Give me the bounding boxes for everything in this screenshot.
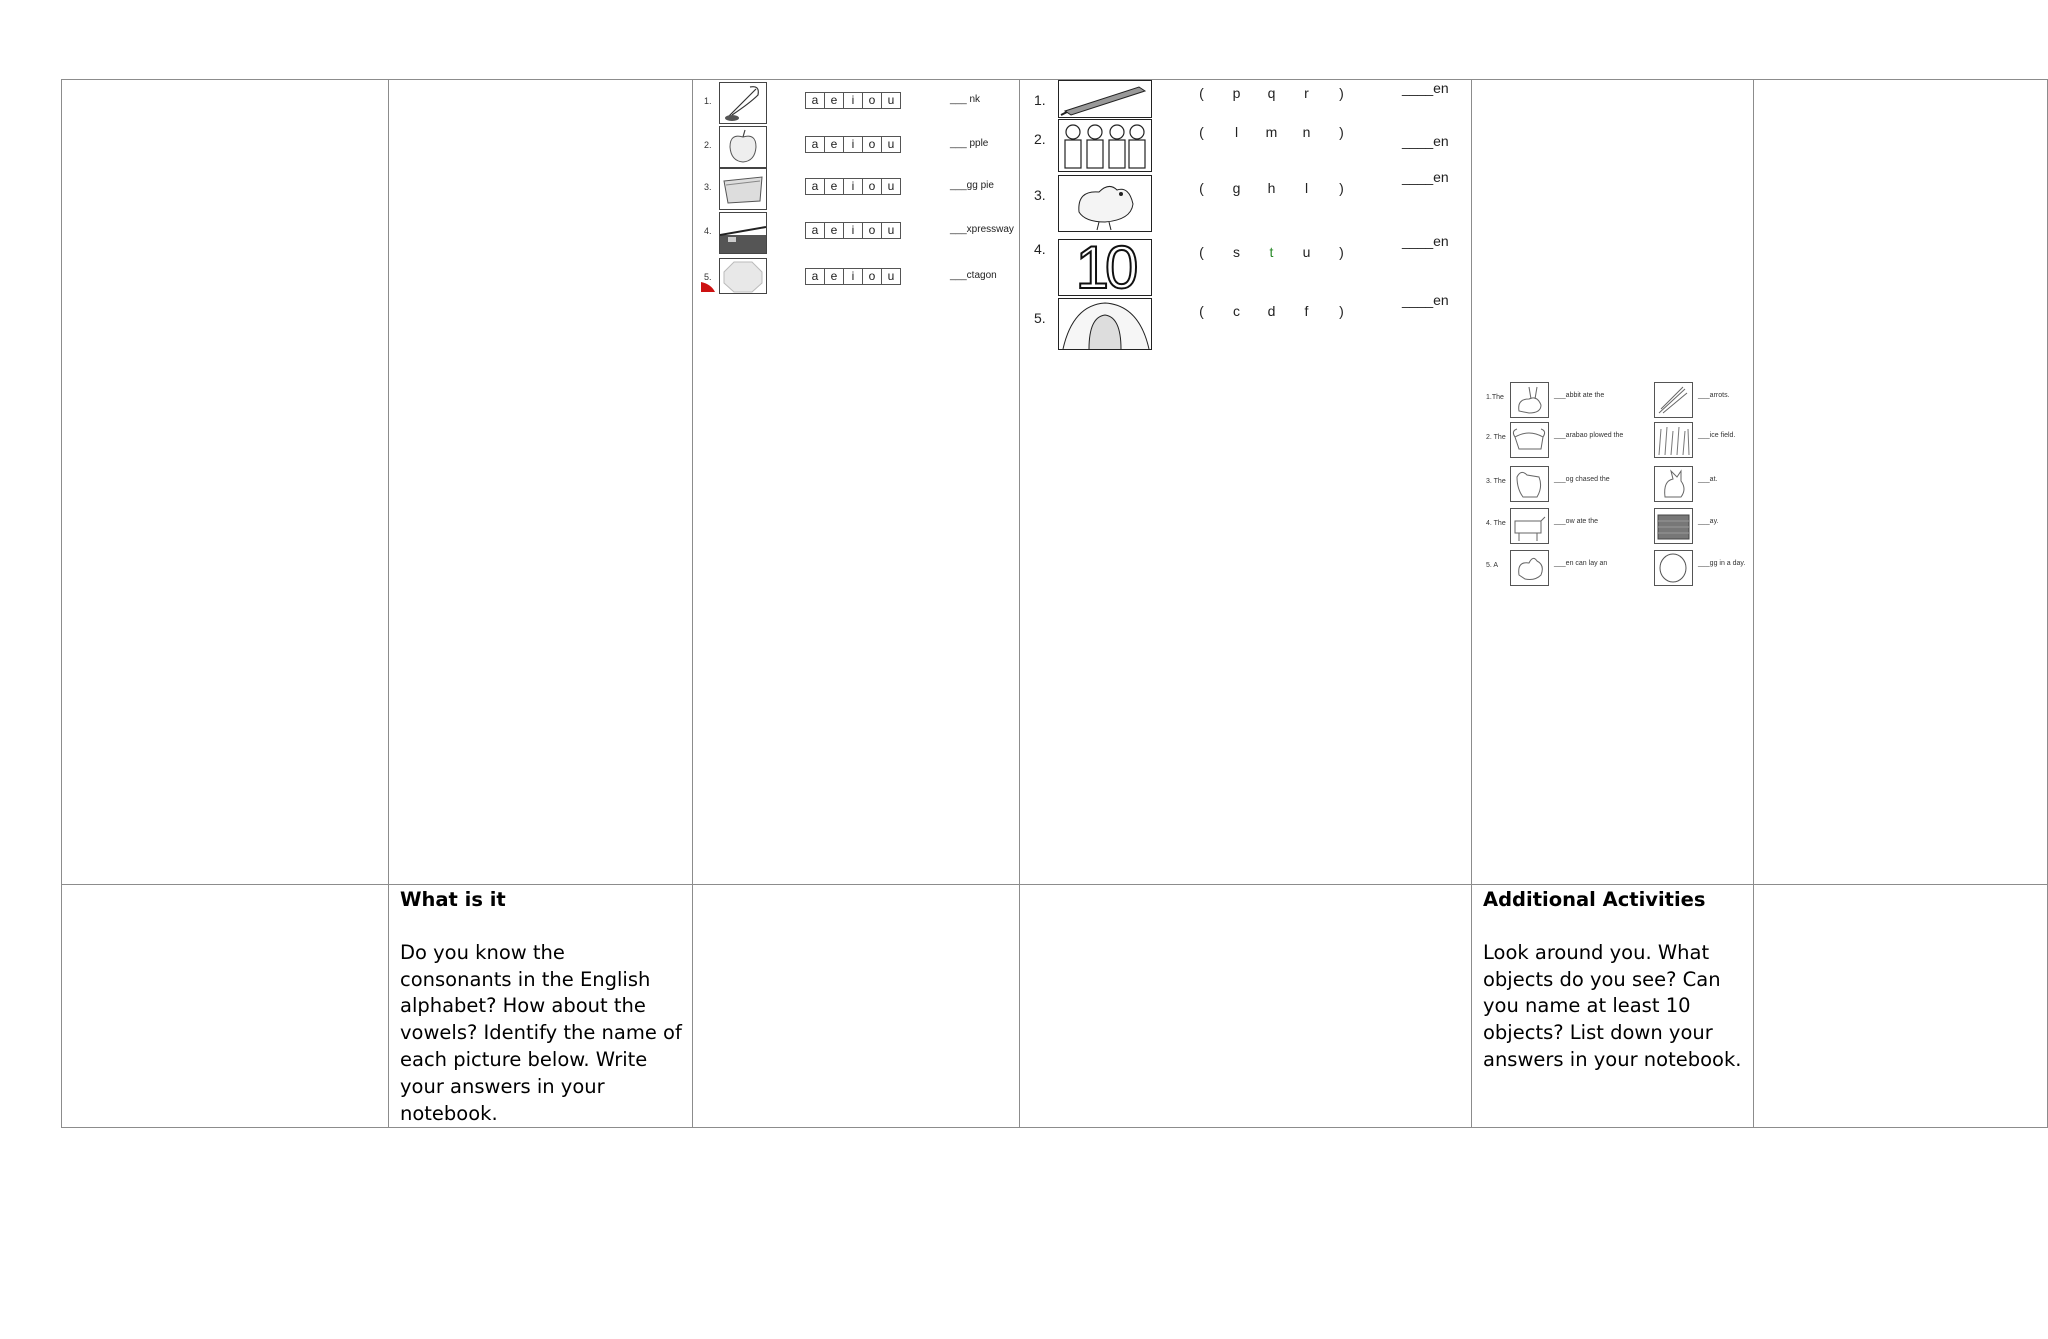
- letter-choices: [1184, 303, 1359, 319]
- choice: ): [1339, 85, 1344, 101]
- sentence-tail: ___gg in a day.: [1698, 560, 1746, 567]
- choice: p: [1232, 85, 1241, 101]
- answer-blank: ___gg pie: [950, 180, 994, 191]
- sentence-lead: 2. The: [1486, 434, 1506, 441]
- answer-blank: ____en: [1402, 169, 1449, 185]
- choice: g: [1232, 180, 1241, 196]
- expressway-icon: [719, 212, 767, 254]
- item-number: 2.: [1034, 131, 1046, 147]
- cow-icon: [1510, 508, 1549, 544]
- choice: c: [1233, 303, 1240, 319]
- answer-blank: ___ pple: [950, 138, 989, 149]
- vowel-option: o: [863, 179, 882, 194]
- sentence-middle: ___abbit ate the: [1554, 392, 1605, 399]
- list-item: [701, 168, 1017, 208]
- octagon-icon: [719, 258, 767, 294]
- choice: m: [1265, 124, 1278, 140]
- table-cell: [389, 885, 693, 1128]
- vowel-choices: [805, 222, 901, 239]
- table-cell: [1020, 885, 1472, 1128]
- list-item: [701, 258, 1017, 298]
- vowel-option: o: [863, 223, 882, 238]
- vowel-choices: [805, 268, 901, 285]
- letter-choices: [1184, 124, 1359, 140]
- list-item: [1024, 292, 1464, 352]
- vowel-option: u: [887, 223, 895, 237]
- letter-choices: [1184, 244, 1359, 260]
- table-cell: [62, 885, 389, 1128]
- vowel-choices: [805, 136, 901, 153]
- vowel-option: i: [844, 93, 863, 108]
- vowel-choices: [805, 178, 901, 195]
- vowel-option: i: [844, 179, 863, 194]
- sentence-lead: 4. The: [1486, 520, 1506, 527]
- choice: n: [1302, 124, 1311, 140]
- sentence-tail: ___ice field.: [1698, 432, 1736, 439]
- sentence-middle: ___en can lay an: [1554, 560, 1608, 567]
- item-number: 1.: [704, 96, 712, 106]
- vowel-option: i: [844, 269, 863, 284]
- men-icon: [1058, 119, 1152, 172]
- sentence-lead: 5. A: [1486, 562, 1499, 569]
- vowel-option: u: [887, 137, 895, 151]
- carrots-icon: [1654, 382, 1693, 418]
- sentence-lead: 3. The: [1486, 478, 1506, 485]
- answer-blank: ____en: [1402, 233, 1449, 249]
- answer-blank: ___ctagon: [950, 270, 997, 281]
- vowel-choices: [805, 92, 901, 109]
- what-is-it-section: [389, 885, 692, 1127]
- choice: ): [1339, 180, 1344, 196]
- den-icon: [1058, 298, 1152, 350]
- choice: r: [1304, 85, 1309, 101]
- choice: q: [1267, 85, 1276, 101]
- additional-activities-section: [1472, 885, 1753, 1074]
- list-item: [1486, 382, 1748, 420]
- answer-blank: ___ nk: [950, 94, 981, 105]
- egg-pie-icon: [719, 168, 767, 210]
- sentence-middle: ___ow ate the: [1554, 518, 1598, 525]
- table-cell: [1754, 885, 2048, 1128]
- answer-blank: ___xpressway: [950, 224, 1014, 235]
- choice: (: [1199, 85, 1204, 101]
- vowel-option: o: [863, 137, 882, 152]
- table-cell: [1020, 80, 1472, 885]
- section-heading: Additional Activities: [1483, 888, 1706, 911]
- choice: (: [1199, 124, 1204, 140]
- answer-blank: ____en: [1402, 292, 1449, 308]
- choice: ): [1339, 124, 1344, 140]
- list-item: [1486, 508, 1748, 546]
- sentence-worksheet: [1486, 382, 1748, 592]
- item-number: 5.: [704, 272, 712, 282]
- rabbit-icon: [1510, 382, 1549, 418]
- carabao-icon: [1510, 422, 1549, 458]
- vowel-option: e: [825, 93, 844, 108]
- choice: (: [1199, 303, 1204, 319]
- vowel-option: e: [825, 223, 844, 238]
- letter-choices: [1184, 180, 1359, 196]
- vowel-option: i: [844, 223, 863, 238]
- choice: s: [1233, 244, 1240, 260]
- answer-blank: ____en: [1402, 133, 1449, 149]
- vowel-option: u: [887, 93, 895, 107]
- choice: f: [1304, 303, 1309, 319]
- vowel-worksheet: [701, 80, 1017, 296]
- choice: ): [1339, 244, 1344, 260]
- list-item: [701, 212, 1017, 252]
- table-row: [62, 885, 2048, 1128]
- vowel-option: u: [887, 269, 895, 283]
- section-heading: What is it: [400, 888, 506, 911]
- table-cell: [1472, 885, 1754, 1128]
- vowel-option: a: [806, 179, 825, 194]
- choice: h: [1267, 180, 1276, 196]
- choice: ): [1339, 303, 1344, 319]
- red-corner-icon: [701, 280, 715, 292]
- item-number: 4.: [704, 226, 712, 236]
- choice: t: [1269, 244, 1274, 260]
- list-item: [1486, 422, 1748, 460]
- list-item: [701, 82, 1017, 122]
- section-body: Do you know the consonants in the English alphabet? How about the vowels? Identify the name of each picture below. Write your answers in your notebook.: [400, 940, 682, 1125]
- table-cell: [693, 885, 1020, 1128]
- vowel-option: u: [887, 179, 895, 193]
- consonant-worksheet: [1024, 80, 1464, 348]
- ten-icon: 10: [1058, 239, 1152, 296]
- apple-icon: [719, 126, 767, 168]
- choice: l: [1304, 180, 1309, 196]
- choice: d: [1267, 303, 1276, 319]
- table-cell: [693, 80, 1020, 885]
- dog-icon: [1510, 466, 1549, 502]
- answer-blank: ____en: [1402, 80, 1449, 96]
- item-number: 2.: [704, 140, 712, 150]
- list-item: [1024, 119, 1464, 173]
- vowel-option: a: [806, 93, 825, 108]
- vowel-option: a: [806, 223, 825, 238]
- section-body: Look around you. What objects do you see? Can you name at least 10 objects? List down your answers in your notebook.: [1483, 940, 1742, 1071]
- table-cell: [1754, 80, 2048, 885]
- choice: l: [1234, 124, 1239, 140]
- sentence-tail: ___arrots.: [1698, 392, 1730, 399]
- vowel-option: a: [806, 137, 825, 152]
- choice: (: [1199, 180, 1204, 196]
- list-item: [1024, 233, 1464, 296]
- list-item: [1486, 550, 1748, 588]
- vowel-option: a: [806, 269, 825, 284]
- sentence-tail: ___at.: [1698, 476, 1718, 483]
- vowel-option: i: [844, 137, 863, 152]
- table-cell: [389, 80, 693, 885]
- item-number: 3.: [1034, 187, 1046, 203]
- list-item: [701, 126, 1017, 166]
- vowel-option: o: [863, 269, 882, 284]
- vowel-option: e: [825, 269, 844, 284]
- list-item: [1024, 169, 1464, 229]
- choice: u: [1302, 244, 1311, 260]
- hen-icon: [1510, 550, 1549, 586]
- egg-icon: [1654, 550, 1693, 586]
- letter-choices: [1184, 85, 1359, 101]
- item-number: 1.: [1034, 92, 1046, 108]
- vowel-option: o: [863, 93, 882, 108]
- vowel-option: e: [825, 137, 844, 152]
- lesson-table: [61, 79, 2048, 1128]
- cat-icon: [1654, 466, 1693, 502]
- rice-field-icon: [1654, 422, 1693, 458]
- sentence-middle: ___arabao plowed the: [1554, 432, 1624, 439]
- table-cell: [1472, 80, 1754, 885]
- table-cell: [62, 80, 389, 885]
- item-number: 5.: [1034, 310, 1046, 326]
- table-row: [62, 80, 2048, 885]
- list-item: [1486, 466, 1748, 504]
- item-number: 4.: [1034, 241, 1046, 257]
- sentence-middle: ___og chased the: [1554, 476, 1610, 483]
- pen-icon: [1058, 80, 1152, 118]
- ink-pen-icon: [719, 82, 767, 124]
- sentence-lead: 1.The: [1486, 394, 1504, 401]
- hay-icon: [1654, 508, 1693, 544]
- choice: (: [1199, 244, 1204, 260]
- hen-icon: [1058, 175, 1152, 232]
- item-number: 3.: [704, 182, 712, 192]
- sentence-tail: ___ay.: [1698, 518, 1719, 525]
- vowel-option: e: [825, 179, 844, 194]
